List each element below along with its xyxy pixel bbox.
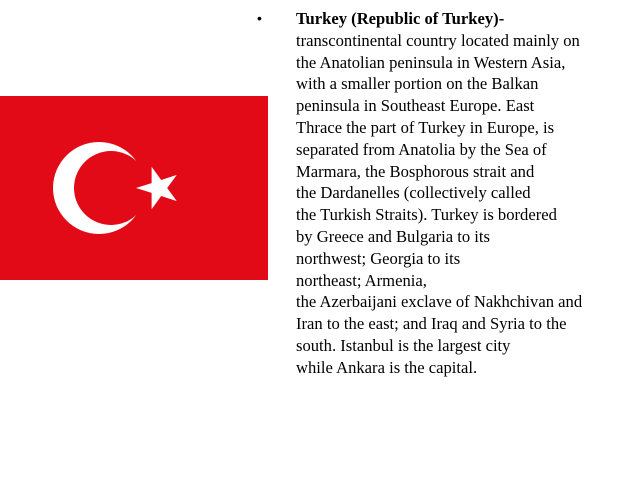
description-text: [257, 8, 636, 379]
flag-graphic: [0, 96, 268, 280]
text-line: the Anatolian peninsula in Western Asia,: [296, 52, 566, 72]
text-line: separated from Anatolia by the Sea of: [296, 139, 547, 159]
text-line: south. Istanbul is the largest city: [296, 335, 511, 355]
text-line: with a smaller portion on the Balkan: [296, 74, 539, 94]
text-line: transcontinental country located mainly on: [296, 30, 580, 50]
text-line: the Azerbaijani exclave of Nakhchivan and: [296, 292, 583, 312]
text-line: the Dardanelles (collectively called: [296, 183, 531, 203]
text-line: by Greece and Bulgaria to its: [296, 226, 490, 246]
text-line: northeast; Armenia,: [296, 270, 427, 290]
text-line: Marmara, the Bosphorous strait and: [296, 161, 535, 181]
text-line: peninsula in Southeast Europe. East: [296, 96, 535, 116]
bullet-marker: •: [257, 10, 262, 26]
turkey-flag: [0, 96, 268, 280]
heading-line: Turkey (Republic of Turkey)-: [296, 9, 505, 28]
text-line: while Ankara is the capital.: [296, 357, 478, 377]
text-line: northwest; Georgia to its: [296, 248, 461, 268]
text-line: the Turkish Straits). Turkey is bordered: [296, 205, 557, 225]
text-line: Iran to the east; and Iraq and Syria to the: [296, 314, 567, 334]
text-line: Thrace the part of Turkey in Europe, is: [296, 117, 555, 137]
